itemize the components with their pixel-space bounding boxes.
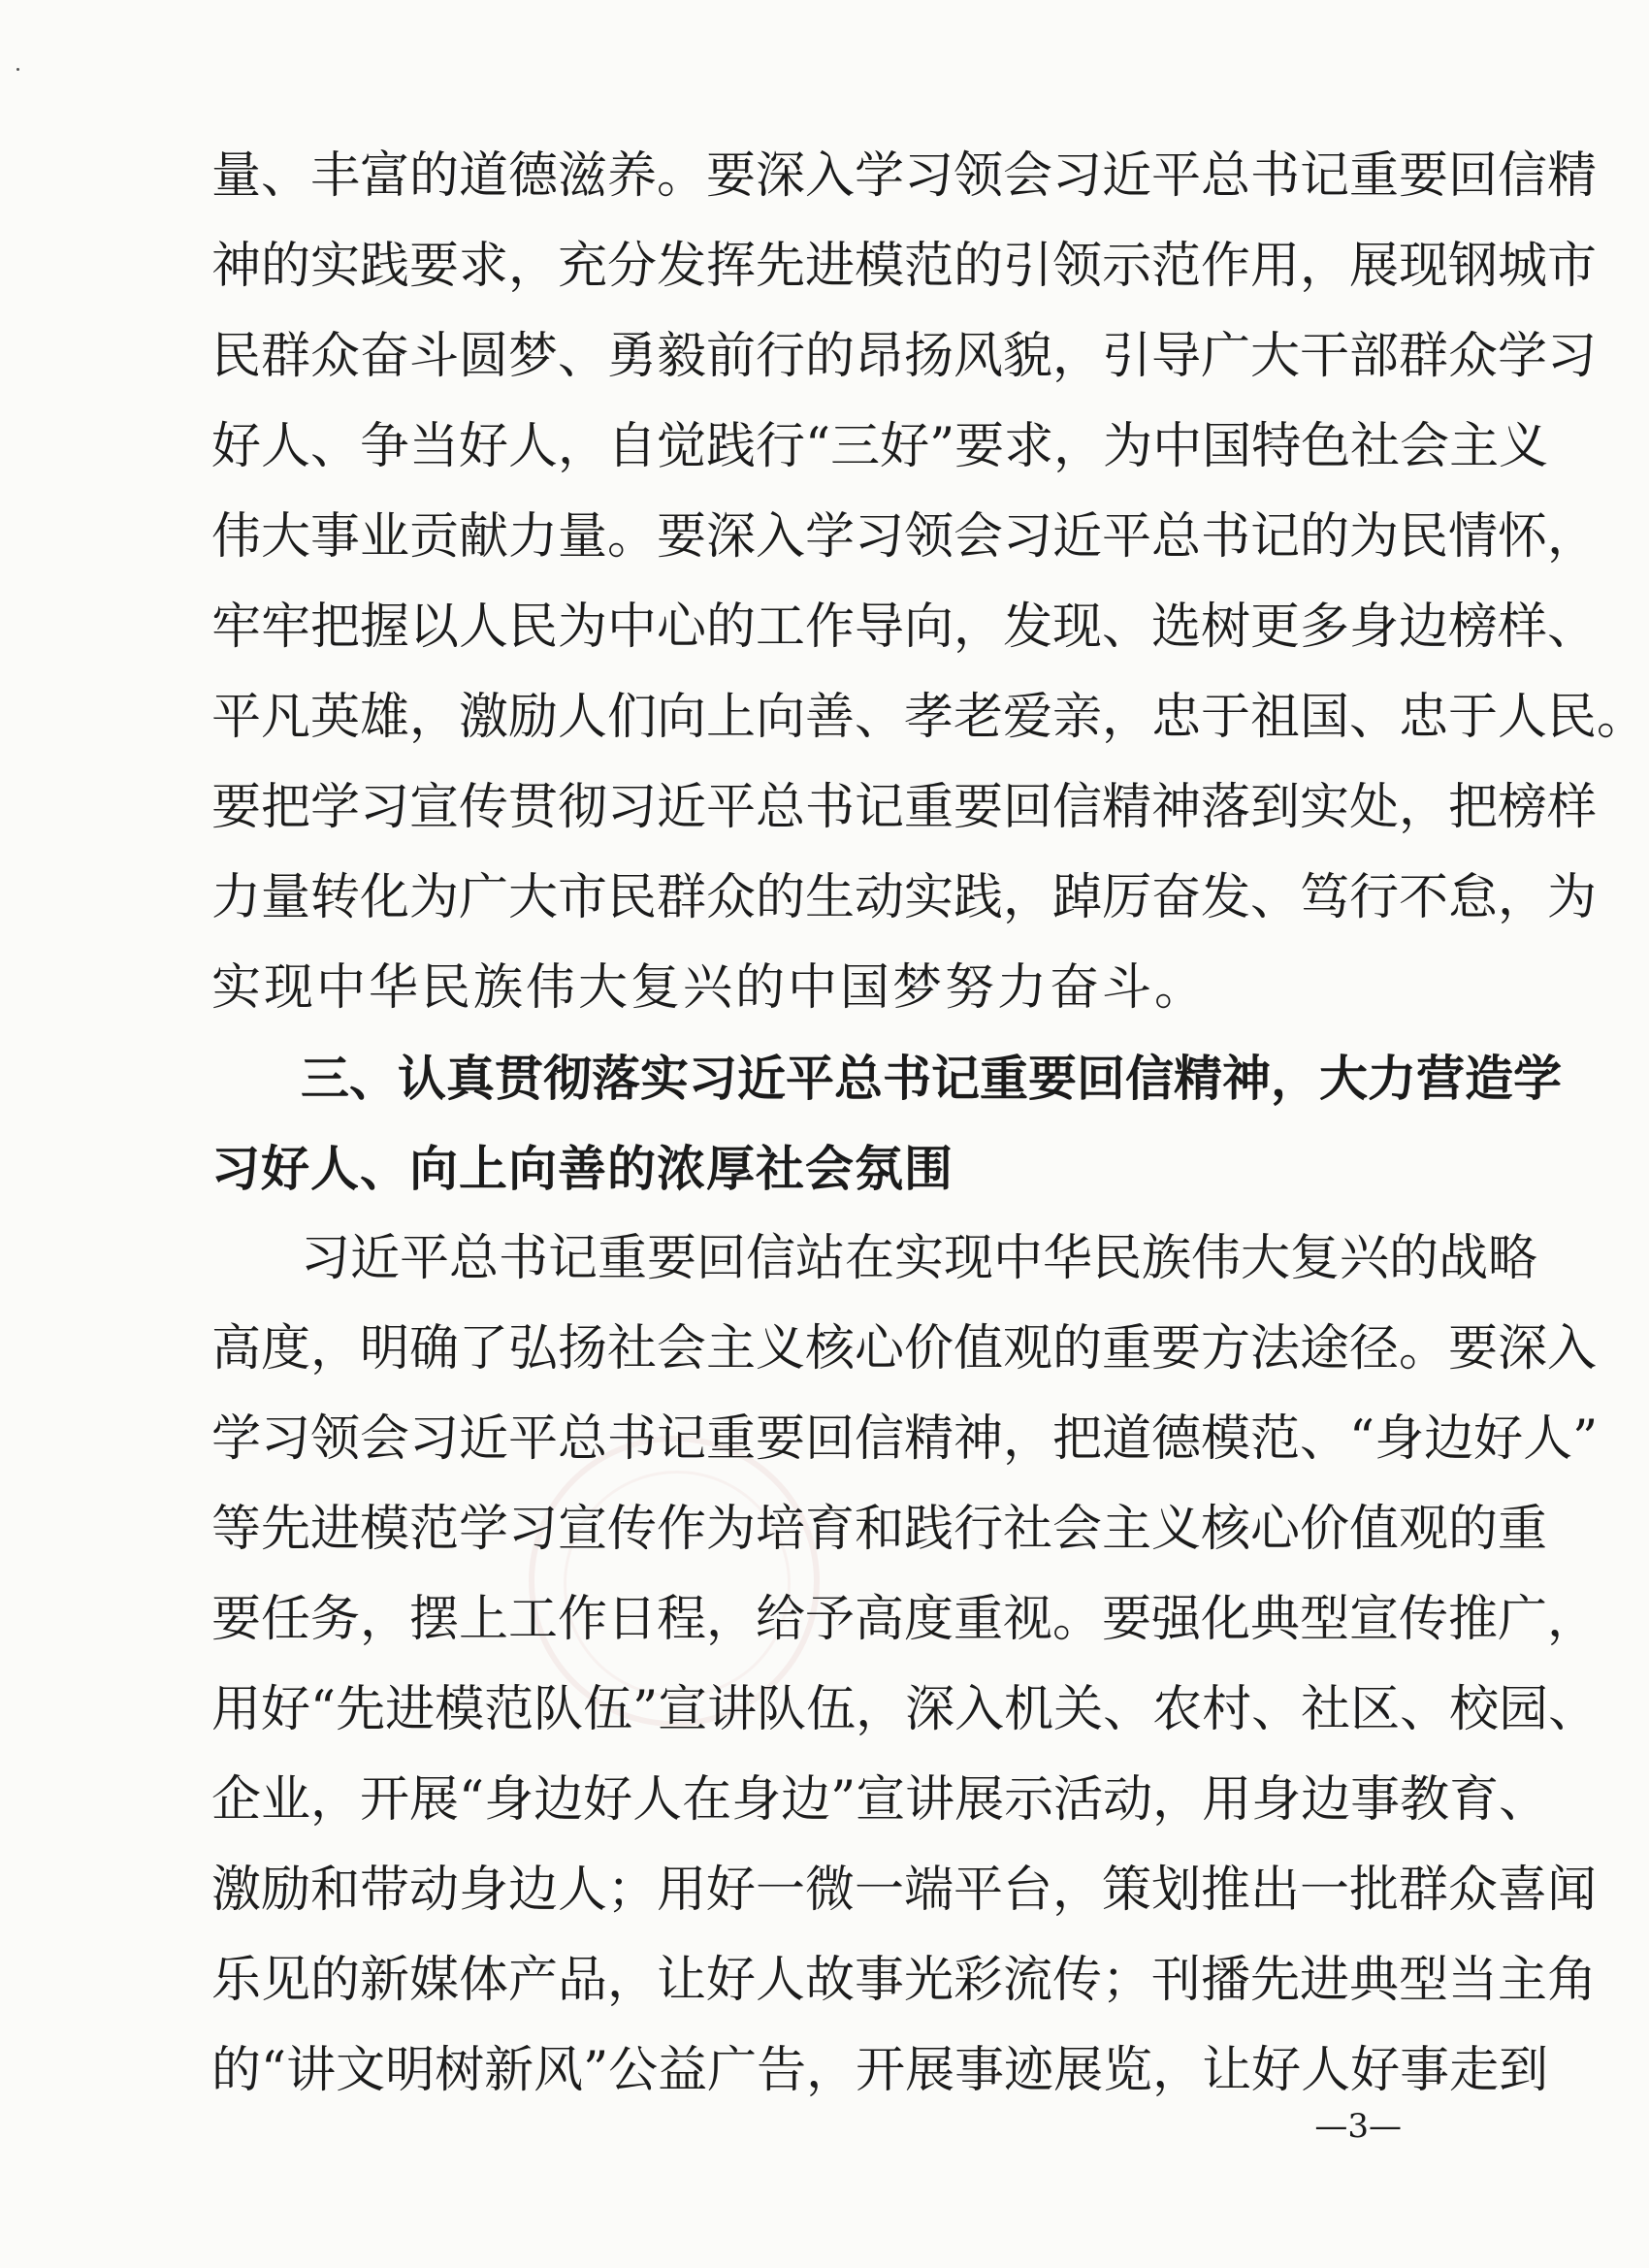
paragraph-line: 要任务，摆上工作日程，给予高度重视。要强化典型宣传推广， [211, 1591, 1598, 1648]
paragraph-line: 企业，开展“身边好人在身边”宣讲展示活动，用身边事教育、 [211, 1771, 1549, 1829]
paragraph-line: 实现中华民族伟大复兴的中国梦努力奋斗。 [211, 959, 1208, 1017]
paragraph-line: 量、丰富的道德滋养。要深入学习领会习近平总书记重要回信精 [211, 147, 1598, 205]
paragraph-line: 要把学习宣传贯彻习近平总书记重要回信精神落到实处，把榜样 [211, 779, 1598, 836]
paragraph-line: 力量转化为广大市民群众的生动实践，踔厉奋发、笃行不怠，为 [211, 869, 1598, 926]
paragraph-line: 用好“先进模范队伍”宣讲队伍，深入机关、农村、社区、校园、 [211, 1681, 1599, 1738]
paragraph-line: 民群众奋斗圆梦、勇毅前行的昂扬风貌，引导广大干部群众学习 [211, 328, 1598, 385]
paragraph-line: 伟大事业贡献力量。要深入学习领会习近平总书记的为民情怀， [211, 508, 1598, 566]
paragraph-line: 习近平总书记重要回信站在实现中华民族伟大复兴的战略 [301, 1230, 1538, 1287]
paragraph-line: 平凡英雄，激励人们向上向善、孝老爱亲，忠于祖国、忠于人民。 [211, 689, 1647, 746]
page-number: —3— [1314, 2107, 1402, 2146]
paragraph-line: 牢牢把握以人民为中心的工作导向，发现、选树更多身边榜样、 [211, 599, 1598, 656]
paragraph-line: 的“讲文明树新风”公益广告，开展事迹展览，让好人好事走到 [211, 2042, 1549, 2099]
paragraph-line: 激励和带动身边人；用好一微一端平台，策划推出一批群众喜闻 [211, 1862, 1598, 1919]
paragraph-line: 高度，明确了弘扬社会主义核心价值观的重要方法途径。要深入 [211, 1320, 1598, 1377]
paragraph-line: 神的实践要求，充分发挥先进模范的引领示范作用，展现钢城市 [211, 238, 1598, 295]
paragraph-line: 好人、争当好人，自觉践行“三好”要求，为中国特色社会主义 [211, 418, 1549, 475]
paragraph-line: 等先进模范学习宣传作为培育和践行社会主义核心价值观的重 [211, 1501, 1548, 1558]
scan-speck [16, 68, 19, 71]
section-heading: 三、认真贯彻落实习近平总书记重要回信精神，大力营造学 [301, 1051, 1562, 1107]
section-heading: 习好人、向上向善的浓厚社会氛围 [211, 1141, 954, 1197]
paragraph-line: 学习领会习近平总书记重要回信精神，把道德模范、“身边好人” [211, 1410, 1599, 1468]
paragraph-line: 乐见的新媒体产品，让好人故事光彩流传；刊播先进典型当主角 [211, 1952, 1598, 2009]
